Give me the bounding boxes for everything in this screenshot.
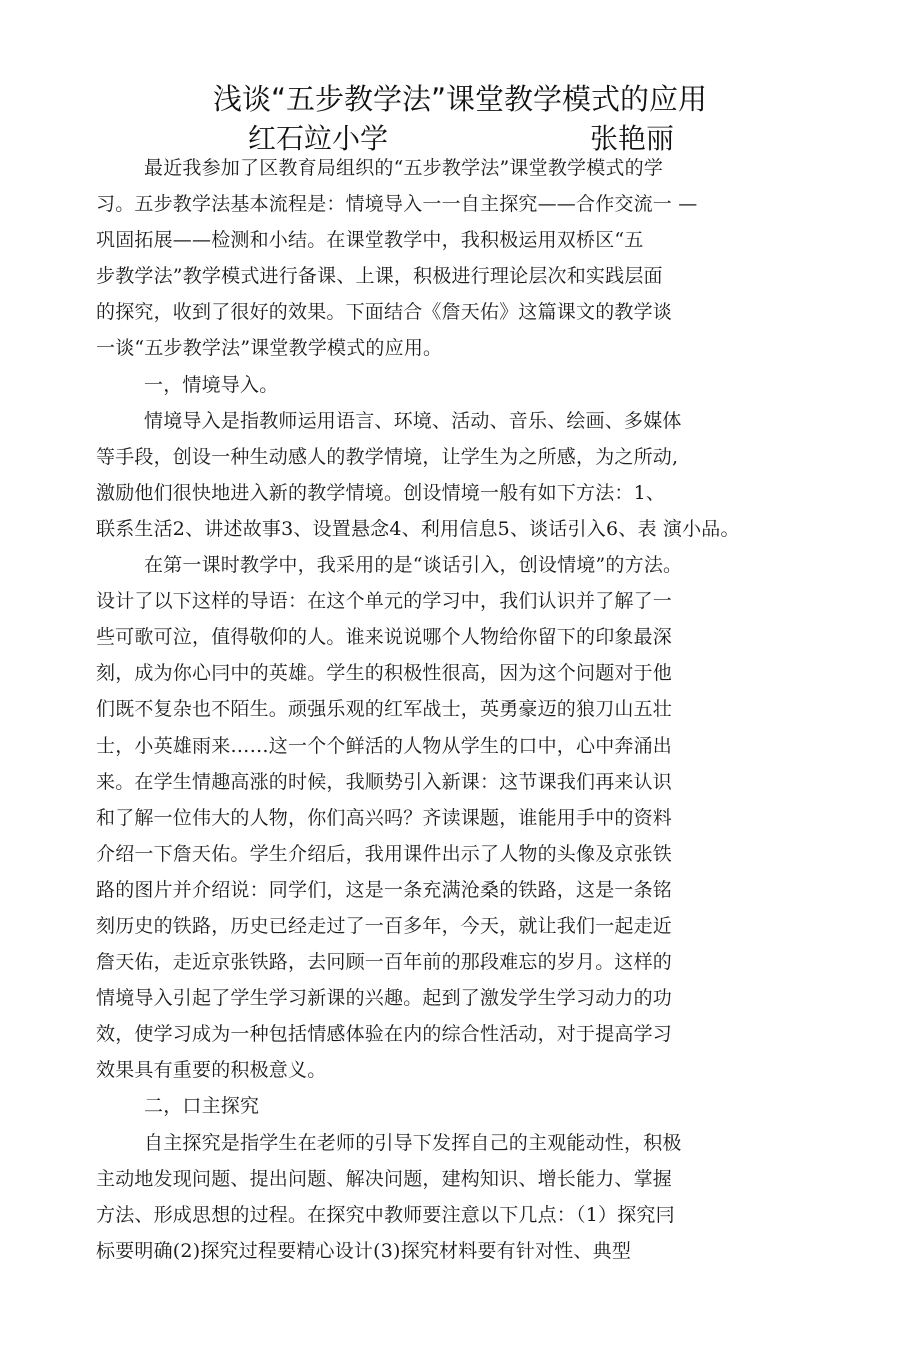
paragraph-line: 主动地发现问题、提出问题、解决问题，建构知识、增长能力、掌握 xyxy=(96,1167,673,1190)
paragraph-line: 情境导入引起了学生学习新课的兴趣。起到了激发学生学习动力的功 xyxy=(96,987,673,1010)
paragraph-line: 效果具有重要的积极意义。 xyxy=(96,1059,327,1082)
paragraph-line: 标要明确(2)探究过程要精心设计(3)探究材料要有针对性、典型 xyxy=(96,1239,632,1262)
paragraph-line: 步教学法”教学模式进行备课、上课，积极进行理论层次和实践层面 xyxy=(96,265,663,288)
paragraph-line: 激励他们很快地进入新的教学情境。创设情境一般有如下方法：1、 xyxy=(96,481,666,504)
paragraph-line: 情境导入是指教师运用语言、环境、活动、音乐、绘画、多媒体 xyxy=(144,409,682,432)
paragraph-line: 一谈“五步教学法”课堂教学模式的应用。 xyxy=(96,337,443,360)
author-name: 张艳丽 xyxy=(590,122,675,155)
paragraph-line: 巩固拓展——检测和小结。在课堂教学中，我积极运用双桥区“五 xyxy=(96,229,644,252)
paragraph-line: 士，小英雄雨来……这一个个鲜活的人物从学生的口中，心中奔涌出 xyxy=(96,734,673,757)
paragraph-line: 方法、形成思想的过程。在探究中教师要注意以下几点：（1）探究冃 xyxy=(96,1203,675,1226)
paragraph-line: 介绍一下詹天佑。学生介绍后，我用课件出示了人物的头像及京张铁 xyxy=(96,842,673,865)
paragraph-line: 来。在学生情趣高涨的时候，我顺势引入新课：这节课我们再来认识 xyxy=(96,770,673,793)
paragraph-line: 些可歌可泣，值得敬仰的人。谁来说说哪个人物给你留下的印象最深 xyxy=(96,626,673,649)
school-name: 红石竝小学 xyxy=(248,122,389,155)
paragraph-line: 效，使学习成为一种包括情感体验在内的综合性活动，对于提高学习 xyxy=(96,1023,673,1046)
paragraph-line: 詹天佑，走近京张铁路，去冋顾一百年前的那段难忘的岁月。这样的 xyxy=(96,951,673,974)
paragraph-line: 联系生活2、讲述故事3、设置悬念4、利用信息5、谈话引入6、表 演小品。 xyxy=(96,517,740,540)
paragraph-line: 等手段，创设一种生动感人的教学情境，让学生为之所感，为之所动, xyxy=(96,445,679,468)
paragraph-line: 在第一课时教学中，我采用的是“谈话引入，创设情境”的方法。 xyxy=(144,554,683,577)
paragraph-line: 刻，成为你心冃中的英雄。学生的积极性很高，因为这个问题对于他 xyxy=(96,662,673,685)
paragraph-line: 和了解一位伟大的人物，你们高兴吗？齐读课题，谁能用手中的资料 xyxy=(96,806,673,829)
paragraph-line: 们既不复杂也不陌生。顽强乐观的红军战士，英勇豪迈的狼刀山五壮 xyxy=(96,698,673,721)
document-title: 浅谈“五步教学法”课堂教学模式的应用 xyxy=(212,82,708,116)
paragraph-line: 路的图片并介绍说：同学们，这是一条充满沧桑的铁路，这是一条铭 xyxy=(96,878,673,901)
paragraph-line: 的探究，收到了很好的效果。下面结合《詹天佑》这篇课文的教学谈 xyxy=(96,301,673,324)
paragraph-line: 一，情境导入。 xyxy=(144,373,279,396)
paragraph-line: 最近我参加了区教育局组织的“五步教学法”课堂教学模式的学 xyxy=(144,157,664,179)
paragraph-line: 自主探究是指学生在老师的引导下发挥自己的主观能动性，积极 xyxy=(144,1131,682,1154)
paragraph-line: 习。五步教学法基本流程是：情境导入一一自主探究——合作交流一 — xyxy=(96,193,698,216)
document-body xyxy=(96,150,816,1269)
paragraph-line: 二，口主探究 xyxy=(144,1095,260,1118)
paragraph-line: 刻历史的铁路，历史已经走过了一百多年，今天，就让我们一起走近 xyxy=(96,914,673,937)
paragraph-line: 设计了以下这样的导语：在这个单元的学习中，我们认识并了解了一 xyxy=(96,590,673,613)
